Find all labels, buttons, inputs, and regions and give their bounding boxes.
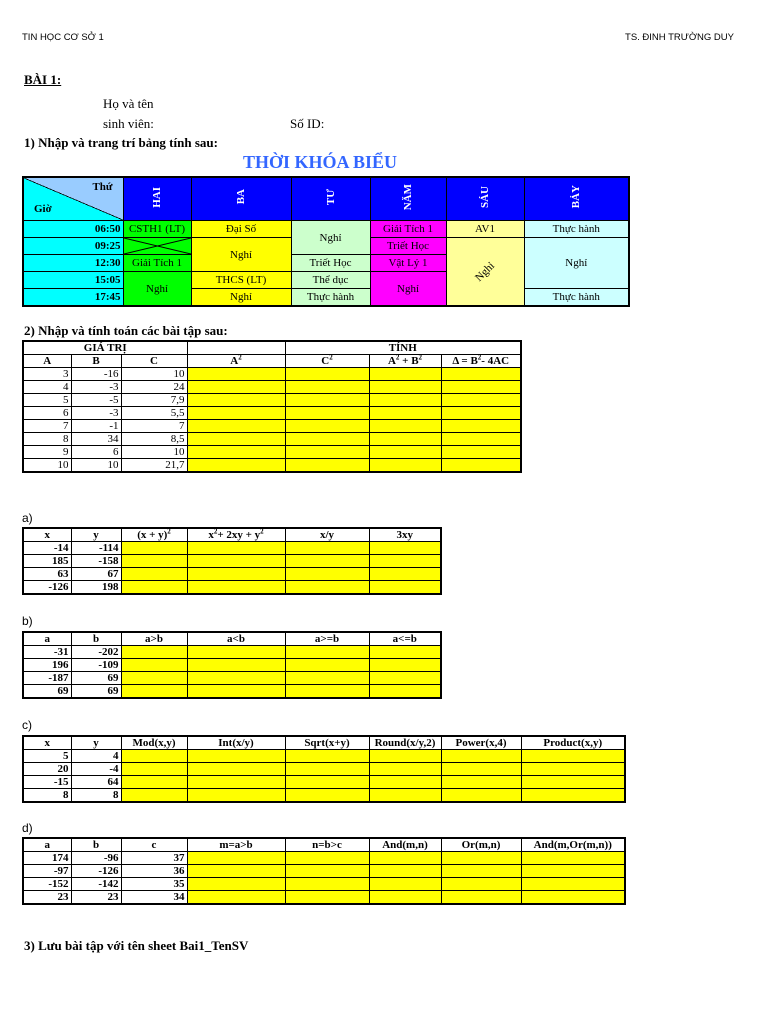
value-cell: -202 xyxy=(71,646,121,659)
answer-cell xyxy=(369,852,441,865)
column-header: a xyxy=(23,838,71,852)
value-cell: -5 xyxy=(71,394,121,407)
answer-cell xyxy=(285,433,369,446)
answer-cell xyxy=(187,420,285,433)
answer-cell xyxy=(285,865,369,878)
answer-cell xyxy=(369,542,441,555)
answer-cell xyxy=(187,459,285,473)
value-cell: -3 xyxy=(71,381,121,394)
schedule-cell: Nghỉ xyxy=(191,289,291,307)
table-row xyxy=(23,776,625,789)
value-cell: 10 xyxy=(23,459,71,473)
value-cell: 24 xyxy=(121,381,187,394)
answer-cell xyxy=(187,433,285,446)
schedule-cell: Vật Lý 1 xyxy=(370,255,446,272)
answer-cell xyxy=(285,891,369,905)
value-cell: -31 xyxy=(23,646,71,659)
answer-cell xyxy=(369,776,441,789)
column-header: Mod(x,y) xyxy=(121,736,187,750)
table-row xyxy=(23,381,521,394)
value-cell: 174 xyxy=(23,852,71,865)
answer-cell xyxy=(369,878,441,891)
value-cell: -15 xyxy=(23,776,71,789)
column-header: $(x + y)^2$ xyxy=(121,528,187,542)
table-row xyxy=(23,763,625,776)
day-tu: TƯ xyxy=(291,177,370,221)
value-cell: 69 xyxy=(71,672,121,685)
label-b: b) xyxy=(22,614,33,628)
value-cell: 6 xyxy=(23,407,71,420)
schedule-cell: Nghỉ xyxy=(524,238,629,289)
label-a: a) xyxy=(22,511,33,525)
answer-cell xyxy=(187,381,285,394)
answer-cell xyxy=(441,368,521,381)
answer-cell xyxy=(187,763,285,776)
answer-cell xyxy=(369,420,441,433)
schedule-cell: Nghỉ xyxy=(370,272,446,307)
answer-cell xyxy=(187,776,285,789)
answer-cell xyxy=(369,789,441,803)
answer-cell xyxy=(369,446,441,459)
answer-cell xyxy=(285,581,369,595)
column-header: Sqrt(x+y) xyxy=(285,736,369,750)
schedule-cell: Thể dục xyxy=(291,272,370,289)
table-row xyxy=(23,685,441,699)
table-row xyxy=(23,446,521,459)
value-cell: 10 xyxy=(121,446,187,459)
value-cell: 64 xyxy=(71,776,121,789)
answer-cell xyxy=(369,381,441,394)
answer-cell xyxy=(285,542,369,555)
answer-cell xyxy=(441,394,521,407)
value-cell: -109 xyxy=(71,659,121,672)
time-cell: 15:05 xyxy=(23,272,123,289)
answer-cell xyxy=(187,852,285,865)
schedule-cell-rotated: Nghỉ xyxy=(446,238,524,307)
answer-cell xyxy=(369,763,441,776)
day-hai: HAI xyxy=(123,177,191,221)
section-2-heading: 2) Nhập và tính toán các bài tập sau: xyxy=(24,323,228,338)
value-cell: -97 xyxy=(23,865,71,878)
schedule-title: THỜI KHÓA BIỂU xyxy=(243,152,398,172)
column-header: And(m,Or(m,n)) xyxy=(521,838,625,852)
value-cell: 7 xyxy=(23,420,71,433)
answer-cell xyxy=(521,865,625,878)
label-d: d) xyxy=(22,821,33,835)
answer-cell xyxy=(121,750,187,763)
answer-cell xyxy=(521,891,625,905)
value-cell: 196 xyxy=(23,659,71,672)
column-header: m=a>b xyxy=(187,838,285,852)
answer-cell xyxy=(121,763,187,776)
value-cell: -126 xyxy=(71,865,121,878)
answer-cell xyxy=(121,555,187,568)
column-header: B xyxy=(71,355,121,368)
column-header: x xyxy=(23,528,71,542)
column-header: b xyxy=(71,632,121,646)
value-cell: 198 xyxy=(71,581,121,595)
corner-day-label: Thứ xyxy=(92,181,113,193)
answer-cell xyxy=(121,581,187,595)
value-cell: -4 xyxy=(71,763,121,776)
answer-cell xyxy=(441,852,521,865)
schedule-cell: AV1 xyxy=(446,221,524,238)
time-cell: 06:50 xyxy=(23,221,123,238)
cross-mark xyxy=(124,238,191,254)
schedule-cell: THCS (LT) xyxy=(191,272,291,289)
answer-cell xyxy=(521,878,625,891)
table-row xyxy=(23,568,441,581)
time-cell: 09:25 xyxy=(23,238,123,255)
crossed-cell xyxy=(123,238,191,255)
answer-cell xyxy=(187,542,285,555)
column-header: $\Delta = B^2-$ 4AC xyxy=(441,355,521,368)
answer-cell xyxy=(187,750,285,763)
answer-cell xyxy=(285,789,369,803)
value-cell: -187 xyxy=(23,672,71,685)
column-header: c xyxy=(121,838,187,852)
answer-cell xyxy=(369,646,441,659)
answer-cell xyxy=(369,865,441,878)
value-cell: 36 xyxy=(121,865,187,878)
schedule-cell: Giải Tích 1 xyxy=(370,221,446,238)
value-cell: 10 xyxy=(121,368,187,381)
answer-cell xyxy=(441,763,521,776)
answer-cell xyxy=(187,446,285,459)
corner-hour-label: Giờ xyxy=(34,203,52,215)
column-header: a<b xyxy=(187,632,285,646)
answer-cell xyxy=(187,368,285,381)
answer-cell xyxy=(369,672,441,685)
value-cell: 35 xyxy=(121,878,187,891)
schedule-cell: CSTH1 (LT) xyxy=(123,221,191,238)
answer-cell xyxy=(369,568,441,581)
column-header: x xyxy=(23,736,71,750)
answer-cell xyxy=(441,891,521,905)
table-row xyxy=(23,433,521,446)
answer-cell xyxy=(285,750,369,763)
answer-cell xyxy=(285,368,369,381)
answer-cell xyxy=(285,446,369,459)
value-cell: 8 xyxy=(23,789,71,803)
answer-cell xyxy=(285,685,369,699)
answer-cell xyxy=(121,789,187,803)
answer-cell xyxy=(369,368,441,381)
column-header: $A^2$ xyxy=(187,355,285,368)
header-left: TIN HỌC CƠ SỞ 1 xyxy=(22,32,104,43)
schedule-cell: Triết Học xyxy=(291,255,370,272)
answer-cell xyxy=(369,581,441,595)
schedule-cell: Nghỉ xyxy=(123,272,191,307)
answer-cell xyxy=(187,659,285,672)
value-cell: 69 xyxy=(71,685,121,699)
answer-cell xyxy=(521,789,625,803)
value-cell: -158 xyxy=(71,555,121,568)
answer-cell xyxy=(441,865,521,878)
value-cell: 7,9 xyxy=(121,394,187,407)
answer-cell xyxy=(285,407,369,420)
table-row xyxy=(23,555,441,568)
answer-cell xyxy=(285,381,369,394)
value-cell: 7 xyxy=(121,420,187,433)
answer-cell xyxy=(187,672,285,685)
table-row xyxy=(23,542,441,555)
answer-cell xyxy=(187,394,285,407)
column-header: n=b>c xyxy=(285,838,369,852)
schedule-cell: Thực hành xyxy=(524,221,629,238)
value-cell: 20 xyxy=(23,763,71,776)
table-row xyxy=(23,581,441,595)
answer-cell xyxy=(369,750,441,763)
value-cell: -126 xyxy=(23,581,71,595)
answer-cell xyxy=(369,394,441,407)
student-name-label-2: sinh viên: xyxy=(103,116,154,131)
table-row xyxy=(23,407,521,420)
table-row xyxy=(23,789,625,803)
answer-cell xyxy=(369,891,441,905)
answer-cell xyxy=(521,763,625,776)
value-cell: 23 xyxy=(71,891,121,905)
column-header: a xyxy=(23,632,71,646)
day-sau: SÁU xyxy=(446,177,524,221)
answer-cell xyxy=(187,865,285,878)
answer-cell xyxy=(121,542,187,555)
table-row xyxy=(23,646,441,659)
column-header: And(m,n) xyxy=(369,838,441,852)
answer-cell xyxy=(285,672,369,685)
value-cell: 37 xyxy=(121,852,187,865)
column-header: Product(x,y) xyxy=(521,736,625,750)
table-row xyxy=(23,750,625,763)
answer-cell xyxy=(121,659,187,672)
column-header: a<=b xyxy=(369,632,441,646)
answer-cell xyxy=(285,659,369,672)
blank-header xyxy=(187,341,285,355)
answer-cell xyxy=(369,433,441,446)
day-nam: NĂM xyxy=(370,177,446,221)
answer-cell xyxy=(285,852,369,865)
answer-cell xyxy=(121,568,187,581)
answer-cell xyxy=(441,407,521,420)
column-header: A xyxy=(23,355,71,368)
value-cell: 5 xyxy=(23,394,71,407)
day-ba: BA xyxy=(191,177,291,221)
answer-cell xyxy=(441,776,521,789)
schedule-table xyxy=(22,176,630,307)
column-header: y xyxy=(71,736,121,750)
answer-cell xyxy=(441,459,521,473)
day-bay: BẢY xyxy=(524,177,629,221)
answer-cell xyxy=(187,891,285,905)
value-cell: -3 xyxy=(71,407,121,420)
value-cell: 34 xyxy=(121,891,187,905)
table-row xyxy=(23,659,441,672)
table-b xyxy=(22,631,442,699)
schedule-cell: Nghỉ xyxy=(291,221,370,255)
value-cell: 6 xyxy=(71,446,121,459)
schedule-cell: Nghỉ xyxy=(191,238,291,272)
table-c xyxy=(22,735,626,803)
value-cell: 63 xyxy=(23,568,71,581)
answer-cell xyxy=(441,433,521,446)
schedule-cell: Thực hành xyxy=(291,289,370,307)
value-cell: 8,5 xyxy=(121,433,187,446)
answer-cell xyxy=(121,776,187,789)
group-header: TÍNH xyxy=(285,341,521,355)
table-row xyxy=(23,459,521,473)
answer-cell xyxy=(521,852,625,865)
answer-cell xyxy=(187,789,285,803)
answer-cell xyxy=(187,555,285,568)
table-row xyxy=(23,672,441,685)
column-header: $C^2$ xyxy=(285,355,369,368)
answer-cell xyxy=(285,555,369,568)
value-cell: 4 xyxy=(71,750,121,763)
table-row xyxy=(23,368,521,381)
answer-cell xyxy=(285,420,369,433)
table-d xyxy=(22,837,626,905)
answer-cell xyxy=(285,776,369,789)
answer-cell xyxy=(369,685,441,699)
answer-cell xyxy=(369,407,441,420)
column-header: Power(x,4) xyxy=(441,736,521,750)
answer-cell xyxy=(521,776,625,789)
column-header: Or(m,n) xyxy=(441,838,521,852)
values-table xyxy=(22,340,522,473)
column-header: a>b xyxy=(121,632,187,646)
answer-cell xyxy=(187,581,285,595)
student-id-label: Số ID: xyxy=(290,116,325,131)
column-header: Int(x/y) xyxy=(187,736,285,750)
value-cell: -114 xyxy=(71,542,121,555)
value-cell: 185 xyxy=(23,555,71,568)
corner-cell xyxy=(23,177,123,221)
value-cell: 8 xyxy=(71,789,121,803)
value-cell: 69 xyxy=(23,685,71,699)
column-header: b xyxy=(71,838,121,852)
section-1-heading: 1) Nhập và trang trí bảng tính sau: xyxy=(24,135,218,150)
answer-cell xyxy=(369,555,441,568)
column-header: $x^2+ 2xy + y^2$ xyxy=(187,528,285,542)
answer-cell xyxy=(441,381,521,394)
value-cell: 34 xyxy=(71,433,121,446)
value-cell: -1 xyxy=(71,420,121,433)
table-row xyxy=(23,420,521,433)
answer-cell xyxy=(187,685,285,699)
column-header: a>=b xyxy=(285,632,369,646)
column-header: C xyxy=(121,355,187,368)
schedule-cell: Giải Tích 1 xyxy=(123,255,191,272)
answer-cell xyxy=(285,568,369,581)
answer-cell xyxy=(285,394,369,407)
column-header: $A^2 + B^2$ xyxy=(369,355,441,368)
answer-cell xyxy=(369,659,441,672)
value-cell: 8 xyxy=(23,433,71,446)
table-row xyxy=(23,878,625,891)
table-row xyxy=(23,852,625,865)
value-cell: 21,7 xyxy=(121,459,187,473)
table-row xyxy=(23,865,625,878)
value-cell: 9 xyxy=(23,446,71,459)
answer-cell xyxy=(187,407,285,420)
label-c: c) xyxy=(22,718,32,732)
table-row xyxy=(23,891,625,905)
value-cell: -16 xyxy=(71,368,121,381)
time-cell: 12:30 xyxy=(23,255,123,272)
value-cell: -96 xyxy=(71,852,121,865)
value-cell: 23 xyxy=(23,891,71,905)
column-header: x/y xyxy=(285,528,369,542)
answer-cell xyxy=(187,878,285,891)
exercise-title: BÀI 1: xyxy=(24,72,62,87)
schedule-cell: Thực hành xyxy=(524,289,629,307)
answer-cell xyxy=(285,878,369,891)
answer-cell xyxy=(187,646,285,659)
answer-cell xyxy=(441,789,521,803)
schedule-cell: Triết Học xyxy=(370,238,446,255)
answer-cell xyxy=(521,750,625,763)
answer-cell xyxy=(441,750,521,763)
answer-cell xyxy=(285,646,369,659)
answer-cell xyxy=(121,685,187,699)
column-header: y xyxy=(71,528,121,542)
value-cell: 67 xyxy=(71,568,121,581)
section-3-heading: 3) Lưu bài tập với tên sheet Bai1_TenSV xyxy=(24,938,249,953)
schedule-cell: Đại Số xyxy=(191,221,291,238)
header-right: TS. ĐINH TRƯỜNG DUY xyxy=(625,32,734,43)
value-cell: -142 xyxy=(71,878,121,891)
student-name-label: Họ và tên xyxy=(103,96,154,111)
answer-cell xyxy=(441,446,521,459)
column-header: Round(x/y,2) xyxy=(369,736,441,750)
value-cell: -152 xyxy=(23,878,71,891)
value-cell: 3 xyxy=(23,368,71,381)
value-cell: 5 xyxy=(23,750,71,763)
answer-cell xyxy=(121,646,187,659)
value-cell: -14 xyxy=(23,542,71,555)
value-cell: 4 xyxy=(23,381,71,394)
answer-cell xyxy=(441,878,521,891)
table-a xyxy=(22,527,442,595)
answer-cell xyxy=(369,459,441,473)
answer-cell xyxy=(285,459,369,473)
answer-cell xyxy=(285,763,369,776)
column-header: 3xy xyxy=(369,528,441,542)
group-header: GIÁ TRỊ xyxy=(23,341,187,355)
answer-cell xyxy=(441,420,521,433)
time-cell: 17:45 xyxy=(23,289,123,307)
answer-cell xyxy=(121,672,187,685)
value-cell: 10 xyxy=(71,459,121,473)
answer-cell xyxy=(187,568,285,581)
table-row xyxy=(23,394,521,407)
value-cell: 5,5 xyxy=(121,407,187,420)
